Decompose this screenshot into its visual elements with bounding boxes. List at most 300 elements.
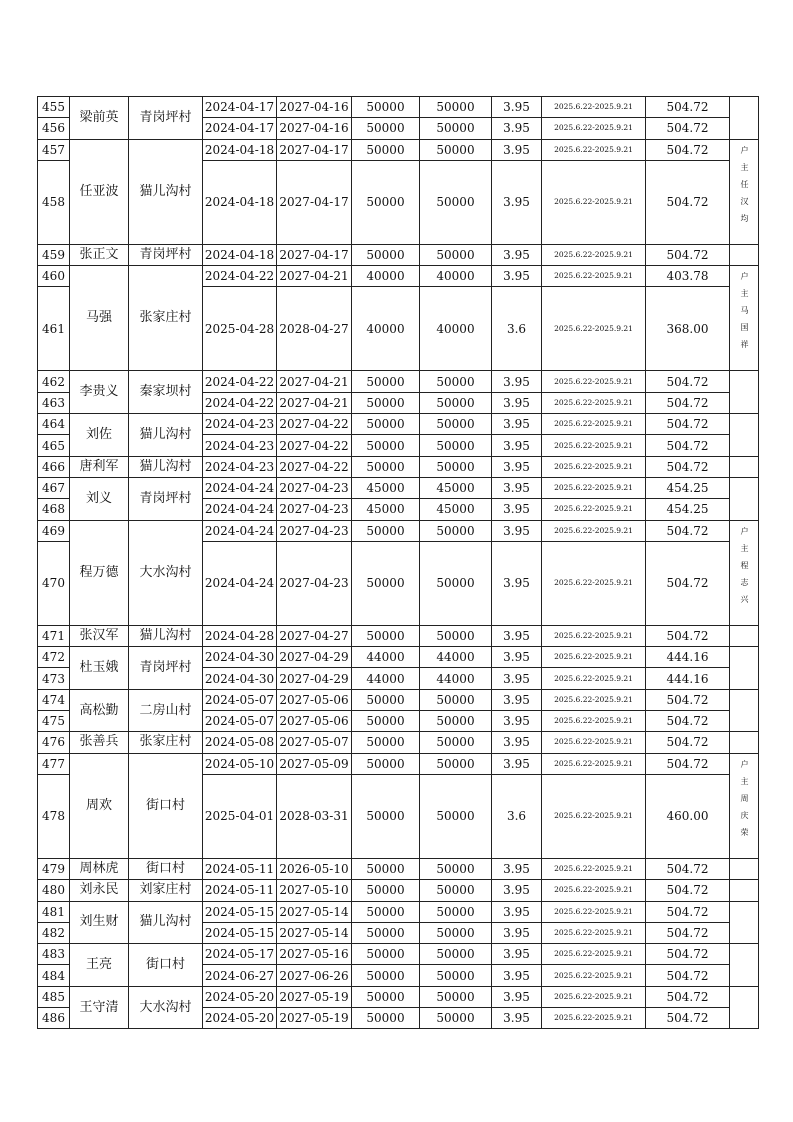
interest-amount: 504.72 — [646, 732, 730, 753]
note-cell — [730, 753, 759, 858]
row-number: 467 — [38, 477, 70, 498]
row-number: 470 — [38, 541, 70, 625]
end-date: 2028-04-27 — [277, 287, 352, 371]
loan-balance: 50000 — [420, 118, 492, 139]
start-date: 2024-05-07 — [203, 689, 277, 710]
loan-amount: 50000 — [352, 711, 420, 732]
end-date: 2027-04-23 — [277, 499, 352, 520]
table-row — [38, 647, 759, 668]
loan-balance: 50000 — [420, 456, 492, 477]
note-cell — [730, 97, 759, 140]
start-date: 2024-05-20 — [203, 1008, 277, 1029]
interest-amount: 368.00 — [646, 287, 730, 371]
end-date: 2027-05-10 — [277, 880, 352, 901]
borrower-name: 张正文 — [70, 244, 129, 265]
start-date: 2024-04-30 — [203, 647, 277, 668]
end-date: 2027-04-22 — [277, 414, 352, 435]
loan-amount: 50000 — [352, 392, 420, 413]
interest-rate: 3.95 — [492, 520, 542, 541]
loan-amount: 50000 — [352, 520, 420, 541]
note-text: 户主任汉均 — [740, 145, 749, 231]
interest-amount: 504.72 — [646, 753, 730, 774]
table-row — [38, 858, 759, 879]
loan-amount: 50000 — [352, 944, 420, 965]
start-date: 2024-05-11 — [203, 858, 277, 879]
village: 张家庄村 — [129, 266, 203, 371]
end-date: 2028-03-31 — [277, 774, 352, 858]
loan-amount: 50000 — [352, 986, 420, 1007]
table-body — [38, 97, 759, 1029]
interest-period: 2025.6.22-2025.9.21 — [542, 160, 646, 244]
interest-amount: 460.00 — [646, 774, 730, 858]
end-date: 2027-04-29 — [277, 647, 352, 668]
loan-balance: 50000 — [420, 689, 492, 710]
note-cell — [730, 266, 759, 371]
table-row — [38, 456, 759, 477]
interest-period: 2025.6.22-2025.9.21 — [542, 118, 646, 139]
interest-period: 2025.6.22-2025.9.21 — [542, 625, 646, 646]
table-row — [38, 520, 759, 541]
start-date: 2024-04-24 — [203, 520, 277, 541]
note-cell — [730, 520, 759, 625]
interest-rate: 3.95 — [492, 689, 542, 710]
interest-rate: 3.95 — [492, 965, 542, 986]
interest-amount: 444.16 — [646, 647, 730, 668]
borrower-name: 周欢 — [70, 753, 129, 858]
table-row — [38, 753, 759, 774]
interest-period: 2025.6.22-2025.9.21 — [542, 1008, 646, 1029]
village: 大水沟村 — [129, 986, 203, 1029]
row-number: 486 — [38, 1008, 70, 1029]
end-date: 2026-05-10 — [277, 858, 352, 879]
loan-amount: 44000 — [352, 647, 420, 668]
borrower-name: 刘永民 — [70, 880, 129, 901]
interest-amount: 504.72 — [646, 986, 730, 1007]
interest-amount: 504.72 — [646, 689, 730, 710]
table-row — [38, 625, 759, 646]
loan-balance: 50000 — [420, 392, 492, 413]
note-cell — [730, 244, 759, 265]
loan-amount: 50000 — [352, 541, 420, 625]
village: 青岗坪村 — [129, 244, 203, 265]
loan-amount: 50000 — [352, 965, 420, 986]
end-date: 2027-05-09 — [277, 753, 352, 774]
interest-rate: 3.95 — [492, 371, 542, 392]
interest-period: 2025.6.22-2025.9.21 — [542, 287, 646, 371]
row-number: 455 — [38, 97, 70, 118]
interest-amount: 504.72 — [646, 858, 730, 879]
end-date: 2027-05-19 — [277, 1008, 352, 1029]
loan-amount: 50000 — [352, 880, 420, 901]
loan-balance: 50000 — [420, 244, 492, 265]
interest-period: 2025.6.22-2025.9.21 — [542, 647, 646, 668]
row-number: 463 — [38, 392, 70, 413]
end-date: 2027-05-06 — [277, 711, 352, 732]
interest-period: 2025.6.22-2025.9.21 — [542, 414, 646, 435]
note-cell — [730, 414, 759, 457]
start-date: 2024-04-23 — [203, 456, 277, 477]
loan-amount: 50000 — [352, 371, 420, 392]
row-number: 469 — [38, 520, 70, 541]
row-number: 480 — [38, 880, 70, 901]
interest-amount: 403.78 — [646, 266, 730, 287]
row-number: 479 — [38, 858, 70, 879]
interest-amount: 504.72 — [646, 435, 730, 456]
loan-balance: 45000 — [420, 499, 492, 520]
interest-amount: 504.72 — [646, 711, 730, 732]
end-date: 2027-04-23 — [277, 477, 352, 498]
start-date: 2024-04-18 — [203, 160, 277, 244]
row-number: 485 — [38, 986, 70, 1007]
loan-balance: 50000 — [420, 541, 492, 625]
interest-amount: 504.72 — [646, 118, 730, 139]
loan-amount: 40000 — [352, 266, 420, 287]
table-row — [38, 901, 759, 922]
interest-rate: 3.95 — [492, 414, 542, 435]
note-text: 户主马国祥 — [740, 272, 749, 358]
interest-rate: 3.95 — [492, 392, 542, 413]
loan-balance: 50000 — [420, 520, 492, 541]
interest-amount: 504.72 — [646, 541, 730, 625]
table-row — [38, 477, 759, 498]
row-number: 466 — [38, 456, 70, 477]
end-date: 2027-04-21 — [277, 371, 352, 392]
row-number: 456 — [38, 118, 70, 139]
loan-balance: 50000 — [420, 160, 492, 244]
end-date: 2027-05-14 — [277, 922, 352, 943]
village: 街口村 — [129, 944, 203, 987]
interest-amount: 504.72 — [646, 392, 730, 413]
village: 青岗坪村 — [129, 477, 203, 520]
loan-balance: 50000 — [420, 774, 492, 858]
end-date: 2027-05-06 — [277, 689, 352, 710]
loan-amount: 50000 — [352, 160, 420, 244]
row-number: 482 — [38, 922, 70, 943]
loan-balance: 40000 — [420, 287, 492, 371]
borrower-name: 王守清 — [70, 986, 129, 1029]
interest-amount: 454.25 — [646, 477, 730, 498]
end-date: 2027-04-16 — [277, 97, 352, 118]
loan-amount: 50000 — [352, 689, 420, 710]
interest-period: 2025.6.22-2025.9.21 — [542, 858, 646, 879]
start-date: 2025-04-01 — [203, 774, 277, 858]
loan-amount: 50000 — [352, 139, 420, 160]
interest-period: 2025.6.22-2025.9.21 — [542, 266, 646, 287]
row-number: 457 — [38, 139, 70, 160]
interest-rate: 3.95 — [492, 647, 542, 668]
loan-balance: 50000 — [420, 97, 492, 118]
interest-rate: 3.95 — [492, 477, 542, 498]
end-date: 2027-04-27 — [277, 625, 352, 646]
row-number: 483 — [38, 944, 70, 965]
village: 街口村 — [129, 858, 203, 879]
start-date: 2025-04-28 — [203, 287, 277, 371]
end-date: 2027-05-19 — [277, 986, 352, 1007]
interest-amount: 504.72 — [646, 97, 730, 118]
interest-amount: 504.72 — [646, 880, 730, 901]
interest-period: 2025.6.22-2025.9.21 — [542, 986, 646, 1007]
start-date: 2024-04-23 — [203, 414, 277, 435]
end-date: 2027-06-26 — [277, 965, 352, 986]
end-date: 2027-04-22 — [277, 456, 352, 477]
end-date: 2027-05-14 — [277, 901, 352, 922]
interest-rate: 3.95 — [492, 711, 542, 732]
loan-balance: 50000 — [420, 880, 492, 901]
table-row — [38, 371, 759, 392]
interest-period: 2025.6.22-2025.9.21 — [542, 244, 646, 265]
interest-period: 2025.6.22-2025.9.21 — [542, 901, 646, 922]
loan-amount: 50000 — [352, 901, 420, 922]
interest-period: 2025.6.22-2025.9.21 — [542, 880, 646, 901]
note-cell — [730, 477, 759, 520]
row-number: 476 — [38, 732, 70, 753]
loan-balance: 50000 — [420, 944, 492, 965]
loan-amount: 50000 — [352, 97, 420, 118]
borrower-name: 刘义 — [70, 477, 129, 520]
interest-amount: 504.72 — [646, 139, 730, 160]
row-number: 464 — [38, 414, 70, 435]
interest-rate: 3.95 — [492, 732, 542, 753]
village: 街口村 — [129, 753, 203, 858]
interest-period: 2025.6.22-2025.9.21 — [542, 732, 646, 753]
loan-amount: 50000 — [352, 1008, 420, 1029]
interest-rate: 3.95 — [492, 160, 542, 244]
interest-rate: 3.95 — [492, 668, 542, 689]
end-date: 2027-04-17 — [277, 160, 352, 244]
loan-amount: 50000 — [352, 753, 420, 774]
loan-interest-table — [37, 96, 759, 1029]
note-cell — [730, 625, 759, 646]
loan-amount: 50000 — [352, 118, 420, 139]
loan-balance: 50000 — [420, 1008, 492, 1029]
loan-balance: 50000 — [420, 901, 492, 922]
start-date: 2024-05-07 — [203, 711, 277, 732]
note-cell — [730, 689, 759, 732]
start-date: 2024-04-24 — [203, 499, 277, 520]
interest-period: 2025.6.22-2025.9.21 — [542, 520, 646, 541]
village: 张家庄村 — [129, 732, 203, 753]
interest-amount: 504.72 — [646, 965, 730, 986]
start-date: 2024-05-11 — [203, 880, 277, 901]
end-date: 2027-04-21 — [277, 392, 352, 413]
interest-period: 2025.6.22-2025.9.21 — [542, 139, 646, 160]
loan-amount: 50000 — [352, 244, 420, 265]
interest-period: 2025.6.22-2025.9.21 — [542, 753, 646, 774]
note-cell — [730, 944, 759, 987]
note-cell — [730, 858, 759, 879]
interest-rate: 3.6 — [492, 287, 542, 371]
interest-period: 2025.6.22-2025.9.21 — [542, 392, 646, 413]
loan-balance: 50000 — [420, 139, 492, 160]
table-row — [38, 244, 759, 265]
loan-amount: 50000 — [352, 625, 420, 646]
interest-rate: 3.95 — [492, 858, 542, 879]
start-date: 2024-04-18 — [203, 139, 277, 160]
note-text: 户主周庆荣 — [740, 759, 749, 845]
note-cell — [730, 647, 759, 690]
borrower-name: 周林虎 — [70, 858, 129, 879]
start-date: 2024-04-22 — [203, 392, 277, 413]
start-date: 2024-04-18 — [203, 244, 277, 265]
note-cell — [730, 880, 759, 901]
table-row — [38, 97, 759, 118]
row-number: 468 — [38, 499, 70, 520]
interest-amount: 504.72 — [646, 456, 730, 477]
interest-amount: 504.72 — [646, 901, 730, 922]
interest-rate: 3.95 — [492, 499, 542, 520]
village: 猫儿沟村 — [129, 414, 203, 457]
interest-rate: 3.95 — [492, 244, 542, 265]
start-date: 2024-04-17 — [203, 118, 277, 139]
note-cell — [730, 371, 759, 414]
note-cell — [730, 901, 759, 944]
start-date: 2024-04-22 — [203, 371, 277, 392]
note-cell — [730, 986, 759, 1029]
start-date: 2024-05-20 — [203, 986, 277, 1007]
loan-amount: 50000 — [352, 922, 420, 943]
interest-period: 2025.6.22-2025.9.21 — [542, 456, 646, 477]
start-date: 2024-05-15 — [203, 922, 277, 943]
interest-period: 2025.6.22-2025.9.21 — [542, 435, 646, 456]
start-date: 2024-04-24 — [203, 477, 277, 498]
note-cell — [730, 139, 759, 244]
borrower-name: 张汉军 — [70, 625, 129, 646]
loan-amount: 50000 — [352, 858, 420, 879]
loan-amount: 44000 — [352, 668, 420, 689]
row-number: 465 — [38, 435, 70, 456]
interest-period: 2025.6.22-2025.9.21 — [542, 97, 646, 118]
end-date: 2027-04-22 — [277, 435, 352, 456]
loan-balance: 40000 — [420, 266, 492, 287]
borrower-name: 王亮 — [70, 944, 129, 987]
note-text: 户主程志兴 — [740, 526, 749, 612]
interest-amount: 504.72 — [646, 371, 730, 392]
interest-amount: 504.72 — [646, 160, 730, 244]
start-date: 2024-04-24 — [203, 541, 277, 625]
interest-amount: 504.72 — [646, 922, 730, 943]
loan-amount: 50000 — [352, 414, 420, 435]
village: 猫儿沟村 — [129, 901, 203, 944]
village: 二房山村 — [129, 689, 203, 732]
interest-amount: 504.72 — [646, 944, 730, 965]
village: 猫儿沟村 — [129, 139, 203, 244]
loan-amount: 50000 — [352, 456, 420, 477]
row-number: 473 — [38, 668, 70, 689]
interest-rate: 3.95 — [492, 922, 542, 943]
borrower-name: 刘佐 — [70, 414, 129, 457]
borrower-name: 程万德 — [70, 520, 129, 625]
row-number: 477 — [38, 753, 70, 774]
interest-rate: 3.95 — [492, 1008, 542, 1029]
borrower-name: 唐利军 — [70, 456, 129, 477]
borrower-name: 李贵义 — [70, 371, 129, 414]
interest-rate: 3.95 — [492, 753, 542, 774]
end-date: 2027-04-17 — [277, 244, 352, 265]
end-date: 2027-04-29 — [277, 668, 352, 689]
end-date: 2027-04-16 — [277, 118, 352, 139]
note-cell — [730, 456, 759, 477]
interest-period: 2025.6.22-2025.9.21 — [542, 689, 646, 710]
end-date: 2027-04-21 — [277, 266, 352, 287]
interest-period: 2025.6.22-2025.9.21 — [542, 711, 646, 732]
interest-period: 2025.6.22-2025.9.21 — [542, 541, 646, 625]
loan-balance: 50000 — [420, 986, 492, 1007]
interest-amount: 504.72 — [646, 1008, 730, 1029]
start-date: 2024-05-08 — [203, 732, 277, 753]
interest-rate: 3.95 — [492, 97, 542, 118]
row-number: 460 — [38, 266, 70, 287]
borrower-name: 张善兵 — [70, 732, 129, 753]
loan-balance: 50000 — [420, 965, 492, 986]
row-number: 472 — [38, 647, 70, 668]
loan-amount: 45000 — [352, 499, 420, 520]
row-number: 481 — [38, 901, 70, 922]
interest-rate: 3.95 — [492, 139, 542, 160]
interest-period: 2025.6.22-2025.9.21 — [542, 499, 646, 520]
start-date: 2024-05-17 — [203, 944, 277, 965]
village: 青岗坪村 — [129, 97, 203, 140]
row-number: 462 — [38, 371, 70, 392]
loan-amount: 50000 — [352, 732, 420, 753]
start-date: 2024-04-17 — [203, 97, 277, 118]
interest-period: 2025.6.22-2025.9.21 — [542, 922, 646, 943]
start-date: 2024-04-28 — [203, 625, 277, 646]
interest-period: 2025.6.22-2025.9.21 — [542, 774, 646, 858]
loan-amount: 50000 — [352, 774, 420, 858]
start-date: 2024-04-30 — [203, 668, 277, 689]
interest-period: 2025.6.22-2025.9.21 — [542, 944, 646, 965]
interest-rate: 3.95 — [492, 625, 542, 646]
note-cell — [730, 732, 759, 753]
row-number: 475 — [38, 711, 70, 732]
village: 大水沟村 — [129, 520, 203, 625]
interest-rate: 3.95 — [492, 435, 542, 456]
start-date: 2024-06-27 — [203, 965, 277, 986]
row-number: 459 — [38, 244, 70, 265]
loan-balance: 44000 — [420, 647, 492, 668]
start-date: 2024-04-23 — [203, 435, 277, 456]
row-number: 458 — [38, 160, 70, 244]
interest-rate: 3.95 — [492, 944, 542, 965]
loan-balance: 50000 — [420, 858, 492, 879]
interest-period: 2025.6.22-2025.9.21 — [542, 965, 646, 986]
loan-amount: 40000 — [352, 287, 420, 371]
loan-balance: 50000 — [420, 732, 492, 753]
borrower-name: 刘生财 — [70, 901, 129, 944]
loan-balance: 50000 — [420, 711, 492, 732]
end-date: 2027-05-07 — [277, 732, 352, 753]
interest-amount: 504.72 — [646, 244, 730, 265]
borrower-name: 梁前英 — [70, 97, 129, 140]
borrower-name: 马强 — [70, 266, 129, 371]
borrower-name: 杜玉娥 — [70, 647, 129, 690]
loan-balance: 50000 — [420, 922, 492, 943]
start-date: 2024-05-10 — [203, 753, 277, 774]
village: 刘家庄村 — [129, 880, 203, 901]
loan-balance: 50000 — [420, 371, 492, 392]
loan-balance: 50000 — [420, 625, 492, 646]
interest-rate: 3.95 — [492, 456, 542, 477]
loan-balance: 50000 — [420, 753, 492, 774]
row-number: 471 — [38, 625, 70, 646]
village: 青岗坪村 — [129, 647, 203, 690]
table-row — [38, 732, 759, 753]
interest-period: 2025.6.22-2025.9.21 — [542, 477, 646, 498]
interest-rate: 3.6 — [492, 774, 542, 858]
loan-balance: 45000 — [420, 477, 492, 498]
interest-rate: 3.95 — [492, 118, 542, 139]
interest-period: 2025.6.22-2025.9.21 — [542, 371, 646, 392]
